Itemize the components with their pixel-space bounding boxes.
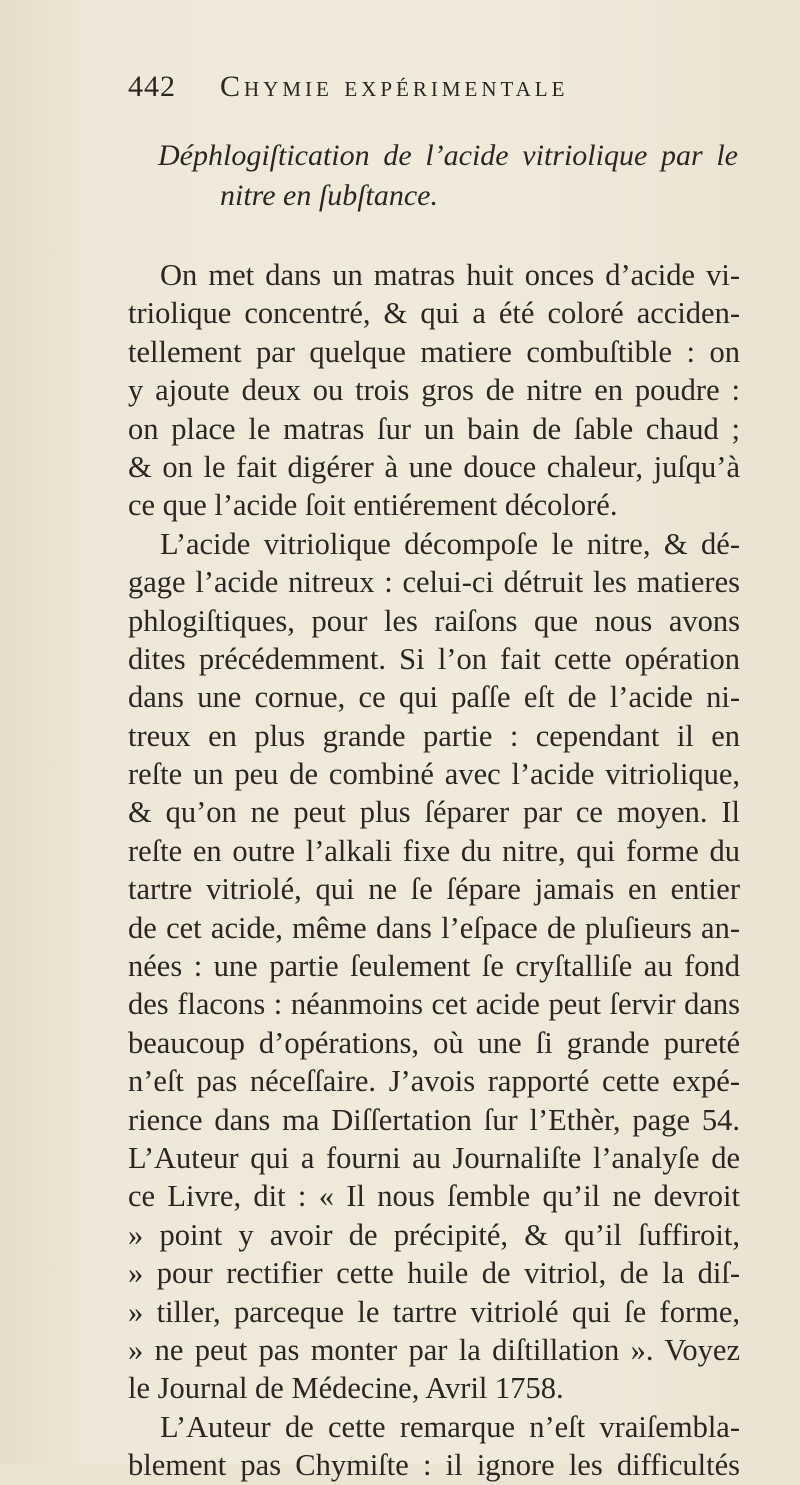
text-line: dans une cornue, ce qui paſſe eſt de l’acide ni-	[128, 680, 740, 715]
text-line: L’Auteur qui a fourni au Journaliſte l’analyſe de	[128, 1140, 740, 1175]
text-line: reſte en outre l’alkali fixe du nitre, qui forme du	[128, 833, 740, 868]
text-line: L’Auteur de cette remarque n’eſt vraiſembla-	[160, 1409, 740, 1444]
text-line: L’acide vitriolique décompoſe le nitre, & dé-	[160, 526, 740, 561]
section-title-line: Déphlogiſtication de l’acide vitriolique par le	[158, 139, 738, 172]
text-line: on place le matras ſur un bain de ſable chaud ;	[128, 411, 740, 446]
text-line: ce Livre, dit : « Il nous ſemble qu’il ne devroit	[128, 1179, 740, 1214]
page-number: 442	[128, 70, 176, 103]
text-line: » pour rectifier cette huile de vitriol, de la diſ-	[128, 1256, 740, 1291]
body-text	[128, 256, 740, 1485]
text-line: » ne peut pas monter par la diſtillation ». Voyez	[128, 1332, 740, 1367]
text-line: rience dans ma Diſſertation ſur l’Ethèr, page 54.	[128, 1102, 740, 1137]
text-line: & qu’on ne peut plus ſéparer par ce moyen. Il	[128, 795, 740, 830]
text-line: tartre vitriolé, qui ne ſe ſépare jamais en entier	[128, 872, 740, 907]
text-line: tellement par quelque matiere combuſtible : on	[128, 334, 740, 369]
text-line: des flacons : néanmoins cet acide peut ſervir dans	[128, 987, 740, 1022]
text-line: blement pas Chymiſte : il ignore les difficultés	[128, 1448, 740, 1483]
text-line: ce que l’acide ſoit entiérement décoloré.	[128, 488, 618, 523]
text-line: y ajoute deux ou trois gros de nitre en poudre :	[128, 373, 740, 408]
text-line: » tiller, parceque le tartre vitriolé qui ſe forme,	[128, 1294, 740, 1329]
text-line: On met dans un matras huit onces d’acide vi-	[160, 258, 740, 292]
text-line: gage l’acide nitreux : celui-ci détruit les matieres	[128, 565, 740, 600]
text-line: & on le fait digérer à une douce chaleur, juſqu’à	[128, 449, 740, 484]
section-title	[158, 136, 738, 216]
text-line: beaucoup d’opérations, où une ſi grande pureté	[128, 1025, 740, 1060]
text-line: nées : une partie ſeulement ſe cryſtalliſe au fond	[128, 949, 740, 984]
text-line: de cet acide, même dans l’eſpace de pluſieurs an-	[128, 910, 740, 945]
text-line: » point y avoir de précipité, & qu’il ſuffiroit,	[128, 1217, 740, 1252]
page-header	[128, 70, 728, 110]
text-line: triolique concentré, & qui a été coloré acciden-	[128, 296, 740, 331]
text-line: phlogiſtiques, pour les raiſons que nous avons	[128, 603, 740, 638]
running-title: Chymie expérimentale	[220, 70, 569, 103]
text-line: reſte un peu de combiné avec l’acide vitriolique,	[128, 757, 740, 792]
text-line: n’eſt pas néceſſaire. J’avois rapporté cette expé-	[128, 1064, 740, 1099]
text-line: treux en plus grande partie : cependant il en	[128, 718, 740, 753]
text-line: dites précédemment. Si l’on fait cette opération	[128, 641, 740, 676]
text-line: le Journal de Médecine, Avril 1758.	[128, 1371, 564, 1406]
section-title-line: nitre en ſubſtance.	[220, 179, 438, 212]
